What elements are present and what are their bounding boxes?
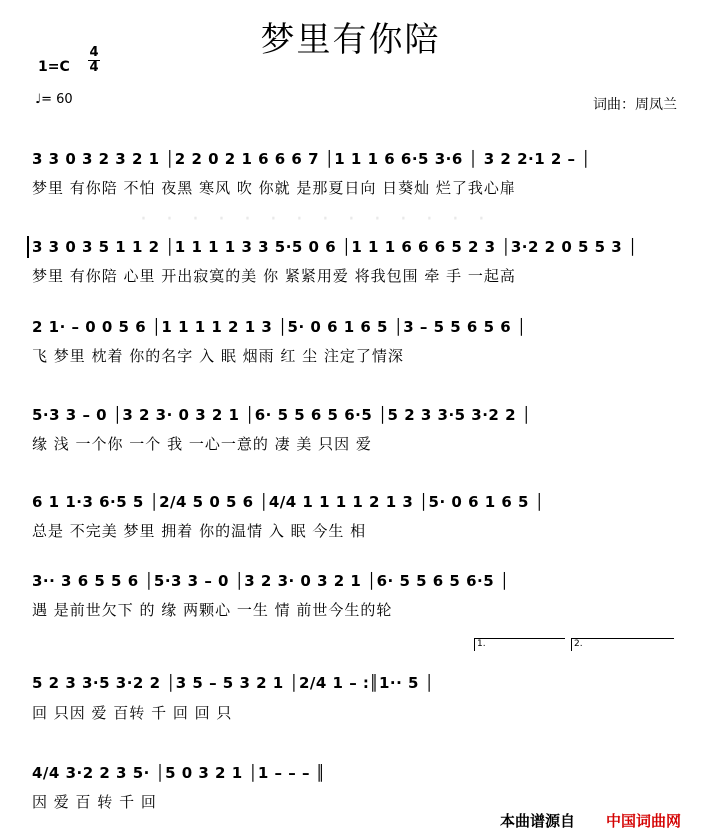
notes-row-3: 2 1· – 0 0 5 6 │1 1 1 1 2 1 3 │5· 0 6 1 6 5 │3 – 5 5 6 5 6 │ [32,318,527,336]
lyrics-row-6: 遇 是前世欠下 的 缘 两颗心 一生 情 前世今生的轮 [32,601,393,619]
sheet-title: 梦里有你陪 [260,20,441,60]
watermark: · · · · · · · · · · · · · · [140,207,491,232]
volta-second: 2. [571,638,674,651]
credits: 词曲：周凤兰 [593,97,677,113]
notes-row-7: 5 2 3 3·5 3·2 2 │3 5 – 5 3 2 1 │2/4 1 – :║1·· 5 │ [32,674,435,692]
lyrics-row-5: 总是 不完美 梦里 拥着 你的温情 入 眠 今生 相 [32,522,367,540]
repeat-start-sign [27,236,29,258]
volta-first: 1. [474,638,565,651]
lyrics-row-7: 回 只因 爱 百转 千 回 回 只 [32,704,233,722]
tempo-mark: ♩= 60 [35,92,73,107]
lyrics-row-1: 梦里 有你陪 不怕 夜黑 寒风 吹 你就 是那夏日向 日葵灿 烂了我心扉 [32,179,516,197]
notes-row-2: 3 3 0 3 5 1 1 2 │1 1 1 1 3 3 5·5 0 6 │1 1 1 6 6 6 5 2 3 │3·2 2 0 5 5 3 │ [32,238,638,256]
footer-source: 本曲谱源自 [500,812,576,830]
time-signature-top: 4 [89,45,99,60]
footer-site-link[interactable]: 中国词曲网 [606,812,682,830]
notes-row-6: 3·· 3 6 5 5 6 │5·3 3 – 0 │3 2 3· 0 3 2 1 │6· 5 5 6 5 6·5 │ [32,572,510,590]
time-signature-bottom: 4 [89,60,99,75]
key-signature: 1=C [38,59,70,75]
lyrics-row-4: 缘 浅 一个你 一个 我 一心一意的 凄 美 只因 爱 [32,435,372,453]
time-signature [88,46,100,75]
notes-row-8: 4/4 3·2 2 3 5· │5 0 3 2 1 │1 – – – ║ [32,764,326,782]
lyrics-row-2: 梦里 有你陪 心里 开出寂寞的美 你 紧紧用爱 将我包围 牵 手 一起高 [32,267,516,285]
notes-row-1: 3 3 0 3 2 3 2 1 │2 2 0 2 1 6 6 6 7 │1 1 1 6 6·5 3·6 │ 3 2 2·1 2 – │ [32,150,591,168]
lyrics-row-8: 因 爱 百 转 千 回 [32,793,157,811]
notes-row-4: 5·3 3 – 0 │3 2 3· 0 3 2 1 │6· 5 5 6 5 6·5 │5 2 3 3·5 3·2 2 │ [32,406,532,424]
notes-row-5: 6 1 1·3 6·5 5 │2/4 5 0 5 6 │4/4 1 1 1 1 2 1 3 │5· 0 6 1 6 5 │ [32,493,545,511]
lyrics-row-3: 飞 梦里 枕着 你的名字 入 眠 烟雨 红 尘 注定了情深 [32,347,404,365]
